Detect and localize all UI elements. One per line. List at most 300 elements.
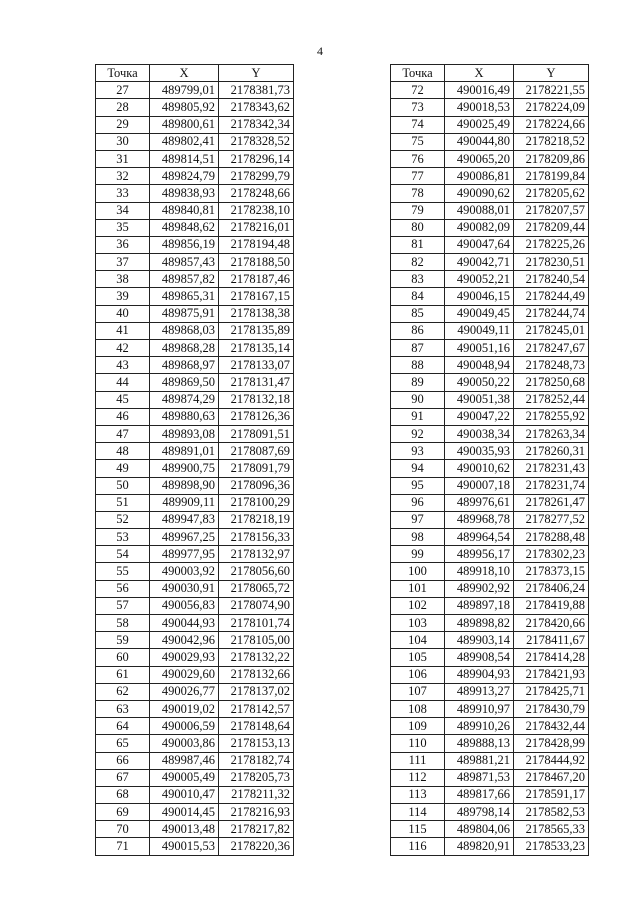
table-row [391,322,589,339]
table-row [391,529,589,546]
y-coordinate-cell: 2178591,17 [514,786,589,803]
point-number-cell: 72 [391,82,445,99]
table-row [391,769,589,786]
point-number-cell: 88 [391,357,445,374]
x-coordinate-cell: 489888,13 [445,735,514,752]
y-coordinate-cell: 2178430,79 [514,700,589,717]
table-row [391,374,589,391]
x-coordinate-cell: 490006,59 [150,718,219,735]
y-coordinate-cell: 2178406,24 [514,580,589,597]
x-coordinate-cell: 490082,09 [445,219,514,236]
y-coordinate-cell: 2178381,73 [219,82,294,99]
x-coordinate-cell: 489964,54 [445,529,514,546]
point-number-cell: 100 [391,563,445,580]
x-coordinate-cell: 489956,17 [445,546,514,563]
x-coordinate-cell: 490090,62 [445,185,514,202]
point-number-cell: 42 [96,340,150,357]
y-coordinate-cell: 2178220,36 [219,838,294,855]
point-number-cell: 43 [96,357,150,374]
x-coordinate-cell: 489902,92 [445,580,514,597]
header-x: X [445,65,514,82]
point-number-cell: 53 [96,529,150,546]
y-coordinate-cell: 2178101,74 [219,615,294,632]
point-number-cell: 50 [96,477,150,494]
point-number-cell: 47 [96,425,150,442]
y-coordinate-cell: 2178240,54 [514,271,589,288]
table-row [96,219,294,236]
y-coordinate-cell: 2178142,57 [219,700,294,717]
y-coordinate-cell: 2178087,69 [219,443,294,460]
point-number-cell: 91 [391,408,445,425]
point-number-cell: 52 [96,511,150,528]
table-row [96,99,294,116]
point-number-cell: 101 [391,580,445,597]
table-row [96,752,294,769]
y-coordinate-cell: 2178216,01 [219,219,294,236]
point-number-cell: 31 [96,150,150,167]
point-number-cell: 34 [96,202,150,219]
table-row [391,838,589,855]
x-coordinate-cell: 489824,79 [150,168,219,185]
y-coordinate-cell: 2178209,86 [514,150,589,167]
y-coordinate-cell: 2178156,33 [219,529,294,546]
x-coordinate-cell: 489817,66 [445,786,514,803]
point-number-cell: 54 [96,546,150,563]
table-row [96,511,294,528]
table-row [96,271,294,288]
table-row [391,511,589,528]
coordinates-table-right [390,64,589,856]
table-row [391,821,589,838]
table-row [96,718,294,735]
y-coordinate-cell: 2178288,48 [514,529,589,546]
table-header-row [391,65,589,82]
x-coordinate-cell: 490048,94 [445,357,514,374]
y-coordinate-cell: 2178188,50 [219,254,294,271]
point-number-cell: 36 [96,236,150,253]
point-number-cell: 46 [96,408,150,425]
y-coordinate-cell: 2178260,31 [514,443,589,460]
y-coordinate-cell: 2178126,36 [219,408,294,425]
y-coordinate-cell: 2178533,23 [514,838,589,855]
table-row [96,838,294,855]
y-coordinate-cell: 2178263,34 [514,425,589,442]
table-row [391,700,589,717]
x-coordinate-cell: 490010,47 [150,786,219,803]
y-coordinate-cell: 2178247,67 [514,340,589,357]
table-row [96,615,294,632]
table-row [391,82,589,99]
y-coordinate-cell: 2178132,18 [219,391,294,408]
point-number-cell: 73 [391,99,445,116]
y-coordinate-cell: 2178244,49 [514,288,589,305]
y-coordinate-cell: 2178137,02 [219,683,294,700]
x-coordinate-cell: 489865,31 [150,288,219,305]
x-coordinate-cell: 489869,50 [150,374,219,391]
x-coordinate-cell: 489802,41 [150,133,219,150]
header-x: X [150,65,219,82]
y-coordinate-cell: 2178467,20 [514,769,589,786]
point-number-cell: 67 [96,769,150,786]
y-coordinate-cell: 2178135,14 [219,340,294,357]
table-row [391,460,589,477]
x-coordinate-cell: 490046,15 [445,288,514,305]
x-coordinate-cell: 489898,82 [445,615,514,632]
y-coordinate-cell: 2178205,62 [514,185,589,202]
point-number-cell: 99 [391,546,445,563]
y-coordinate-cell: 2178224,66 [514,116,589,133]
y-coordinate-cell: 2178065,72 [219,580,294,597]
y-coordinate-cell: 2178225,26 [514,236,589,253]
y-coordinate-cell: 2178132,22 [219,649,294,666]
x-coordinate-cell: 489909,11 [150,494,219,511]
point-number-cell: 113 [391,786,445,803]
x-coordinate-cell: 489848,62 [150,219,219,236]
table-row [96,391,294,408]
x-coordinate-cell: 489910,26 [445,718,514,735]
y-coordinate-cell: 2178148,64 [219,718,294,735]
y-coordinate-cell: 2178218,19 [219,511,294,528]
point-number-cell: 29 [96,116,150,133]
header-y: Y [514,65,589,82]
y-coordinate-cell: 2178133,07 [219,357,294,374]
y-coordinate-cell: 2178209,44 [514,219,589,236]
table-row [96,425,294,442]
point-number-cell: 84 [391,288,445,305]
table-row [391,391,589,408]
point-number-cell: 28 [96,99,150,116]
y-coordinate-cell: 2178135,89 [219,322,294,339]
x-coordinate-cell: 489903,14 [445,632,514,649]
table-row [96,133,294,150]
point-number-cell: 110 [391,735,445,752]
table-row [96,529,294,546]
point-number-cell: 64 [96,718,150,735]
x-coordinate-cell: 490029,93 [150,649,219,666]
x-coordinate-cell: 489987,46 [150,752,219,769]
x-coordinate-cell: 489800,61 [150,116,219,133]
x-coordinate-cell: 490026,77 [150,683,219,700]
point-number-cell: 69 [96,804,150,821]
y-coordinate-cell: 2178182,74 [219,752,294,769]
point-number-cell: 66 [96,752,150,769]
x-coordinate-cell: 489910,97 [445,700,514,717]
point-number-cell: 68 [96,786,150,803]
y-coordinate-cell: 2178420,66 [514,615,589,632]
table-row [391,340,589,357]
point-number-cell: 107 [391,683,445,700]
table-row [391,288,589,305]
x-coordinate-cell: 490047,64 [445,236,514,253]
table-row [391,254,589,271]
x-coordinate-cell: 489904,93 [445,666,514,683]
point-number-cell: 48 [96,443,150,460]
x-coordinate-cell: 489805,92 [150,99,219,116]
point-number-cell: 65 [96,735,150,752]
y-coordinate-cell: 2178056,60 [219,563,294,580]
y-coordinate-cell: 2178342,34 [219,116,294,133]
point-number-cell: 30 [96,133,150,150]
point-number-cell: 104 [391,632,445,649]
table-row [391,580,589,597]
x-coordinate-cell: 489947,83 [150,511,219,528]
x-coordinate-cell: 490051,16 [445,340,514,357]
x-coordinate-cell: 489857,82 [150,271,219,288]
x-coordinate-cell: 490015,53 [150,838,219,855]
table-row [391,632,589,649]
y-coordinate-cell: 2178250,68 [514,374,589,391]
y-coordinate-cell: 2178100,29 [219,494,294,511]
y-coordinate-cell: 2178277,52 [514,511,589,528]
table-row [391,185,589,202]
point-number-cell: 79 [391,202,445,219]
table-row [96,340,294,357]
table-row [391,168,589,185]
x-coordinate-cell: 490088,01 [445,202,514,219]
table-row [96,443,294,460]
x-coordinate-cell: 489908,54 [445,649,514,666]
y-coordinate-cell: 2178411,67 [514,632,589,649]
point-number-cell: 116 [391,838,445,855]
x-coordinate-cell: 489898,90 [150,477,219,494]
y-coordinate-cell: 2178565,33 [514,821,589,838]
y-coordinate-cell: 2178261,47 [514,494,589,511]
y-coordinate-cell: 2178096,36 [219,477,294,494]
table-row [96,82,294,99]
coordinates-table-left [95,64,294,856]
x-coordinate-cell: 489868,97 [150,357,219,374]
table-row [391,305,589,322]
header-point: Точка [391,65,445,82]
table-header-row [96,65,294,82]
point-number-cell: 94 [391,460,445,477]
x-coordinate-cell: 490025,49 [445,116,514,133]
point-number-cell: 70 [96,821,150,838]
x-coordinate-cell: 489967,25 [150,529,219,546]
table-row [391,494,589,511]
y-coordinate-cell: 2178428,99 [514,735,589,752]
point-number-cell: 83 [391,271,445,288]
y-coordinate-cell: 2178432,44 [514,718,589,735]
x-coordinate-cell: 489893,08 [150,425,219,442]
y-coordinate-cell: 2178245,01 [514,322,589,339]
table-row [96,769,294,786]
header-y: Y [219,65,294,82]
table-row [96,202,294,219]
x-coordinate-cell: 489891,01 [150,443,219,460]
table-row [391,718,589,735]
table-row [96,580,294,597]
y-coordinate-cell: 2178244,74 [514,305,589,322]
y-coordinate-cell: 2178218,52 [514,133,589,150]
point-number-cell: 102 [391,597,445,614]
point-number-cell: 112 [391,769,445,786]
point-number-cell: 62 [96,683,150,700]
x-coordinate-cell: 489868,03 [150,322,219,339]
y-coordinate-cell: 2178074,90 [219,597,294,614]
point-number-cell: 90 [391,391,445,408]
x-coordinate-cell: 489820,91 [445,838,514,855]
point-number-cell: 103 [391,615,445,632]
y-coordinate-cell: 2178105,00 [219,632,294,649]
point-number-cell: 105 [391,649,445,666]
point-number-cell: 115 [391,821,445,838]
table-row [391,271,589,288]
y-coordinate-cell: 2178414,28 [514,649,589,666]
table-row [96,700,294,717]
point-number-cell: 74 [391,116,445,133]
x-coordinate-cell: 490044,80 [445,133,514,150]
table-row [391,202,589,219]
table-row [391,425,589,442]
y-coordinate-cell: 2178419,88 [514,597,589,614]
x-coordinate-cell: 489814,51 [150,150,219,167]
point-number-cell: 106 [391,666,445,683]
table-row [96,494,294,511]
y-coordinate-cell: 2178207,57 [514,202,589,219]
y-coordinate-cell: 2178238,10 [219,202,294,219]
table-row [391,236,589,253]
point-number-cell: 98 [391,529,445,546]
y-coordinate-cell: 2178302,23 [514,546,589,563]
y-coordinate-cell: 2178091,51 [219,425,294,442]
table-row [391,150,589,167]
point-number-cell: 82 [391,254,445,271]
point-number-cell: 93 [391,443,445,460]
x-coordinate-cell: 490049,45 [445,305,514,322]
table-row [96,150,294,167]
x-coordinate-cell: 490016,49 [445,82,514,99]
table-row [391,666,589,683]
table-row [96,786,294,803]
x-coordinate-cell: 489857,43 [150,254,219,271]
x-coordinate-cell: 490065,20 [445,150,514,167]
table-row [96,735,294,752]
point-number-cell: 37 [96,254,150,271]
point-number-cell: 51 [96,494,150,511]
x-coordinate-cell: 489868,28 [150,340,219,357]
table-row [391,752,589,769]
y-coordinate-cell: 2178343,62 [219,99,294,116]
y-coordinate-cell: 2178167,15 [219,288,294,305]
point-number-cell: 39 [96,288,150,305]
x-coordinate-cell: 490013,48 [150,821,219,838]
y-coordinate-cell: 2178194,48 [219,236,294,253]
point-number-cell: 76 [391,150,445,167]
x-coordinate-cell: 490042,71 [445,254,514,271]
table-row [96,116,294,133]
point-number-cell: 38 [96,271,150,288]
y-coordinate-cell: 2178153,13 [219,735,294,752]
y-coordinate-cell: 2178230,51 [514,254,589,271]
point-number-cell: 60 [96,649,150,666]
header-point: Точка [96,65,150,82]
y-coordinate-cell: 2178231,74 [514,477,589,494]
table-row [96,185,294,202]
table-row [96,683,294,700]
table-row [391,804,589,821]
point-number-cell: 95 [391,477,445,494]
x-coordinate-cell: 489840,81 [150,202,219,219]
y-coordinate-cell: 2178221,55 [514,82,589,99]
table-row [391,649,589,666]
point-number-cell: 41 [96,322,150,339]
point-number-cell: 87 [391,340,445,357]
table-row [391,443,589,460]
point-number-cell: 97 [391,511,445,528]
point-number-cell: 56 [96,580,150,597]
table-row [96,254,294,271]
y-coordinate-cell: 2178421,93 [514,666,589,683]
point-number-cell: 44 [96,374,150,391]
point-number-cell: 78 [391,185,445,202]
y-coordinate-cell: 2178248,73 [514,357,589,374]
table-row [96,357,294,374]
x-coordinate-cell: 489897,18 [445,597,514,614]
table-row [391,116,589,133]
table-row [96,632,294,649]
y-coordinate-cell: 2178199,84 [514,168,589,185]
y-coordinate-cell: 2178131,47 [219,374,294,391]
x-coordinate-cell: 490010,62 [445,460,514,477]
point-number-cell: 81 [391,236,445,253]
x-coordinate-cell: 489799,01 [150,82,219,99]
point-number-cell: 45 [96,391,150,408]
x-coordinate-cell: 489871,53 [445,769,514,786]
table-row [391,597,589,614]
table-row [391,99,589,116]
point-number-cell: 86 [391,322,445,339]
table-row [96,305,294,322]
y-coordinate-cell: 2178425,71 [514,683,589,700]
x-coordinate-cell: 490035,93 [445,443,514,460]
point-number-cell: 57 [96,597,150,614]
table-row [96,236,294,253]
table-row [96,821,294,838]
x-coordinate-cell: 489856,19 [150,236,219,253]
table-row [391,408,589,425]
x-coordinate-cell: 490049,11 [445,322,514,339]
y-coordinate-cell: 2178224,09 [514,99,589,116]
table-row [391,786,589,803]
table-row [96,649,294,666]
table-row [391,133,589,150]
x-coordinate-cell: 489798,14 [445,804,514,821]
y-coordinate-cell: 2178373,15 [514,563,589,580]
point-number-cell: 49 [96,460,150,477]
y-coordinate-cell: 2178328,52 [219,133,294,150]
y-coordinate-cell: 2178091,79 [219,460,294,477]
table-row [96,597,294,614]
y-coordinate-cell: 2178296,14 [219,150,294,167]
y-coordinate-cell: 2178299,79 [219,168,294,185]
point-number-cell: 108 [391,700,445,717]
x-coordinate-cell: 490086,81 [445,168,514,185]
point-number-cell: 89 [391,374,445,391]
point-number-cell: 96 [391,494,445,511]
point-number-cell: 63 [96,700,150,717]
y-coordinate-cell: 2178211,32 [219,786,294,803]
point-number-cell: 75 [391,133,445,150]
x-coordinate-cell: 489913,27 [445,683,514,700]
point-number-cell: 111 [391,752,445,769]
point-number-cell: 61 [96,666,150,683]
table-row [96,460,294,477]
table-row [96,477,294,494]
x-coordinate-cell: 489838,93 [150,185,219,202]
point-number-cell: 35 [96,219,150,236]
x-coordinate-cell: 489881,21 [445,752,514,769]
